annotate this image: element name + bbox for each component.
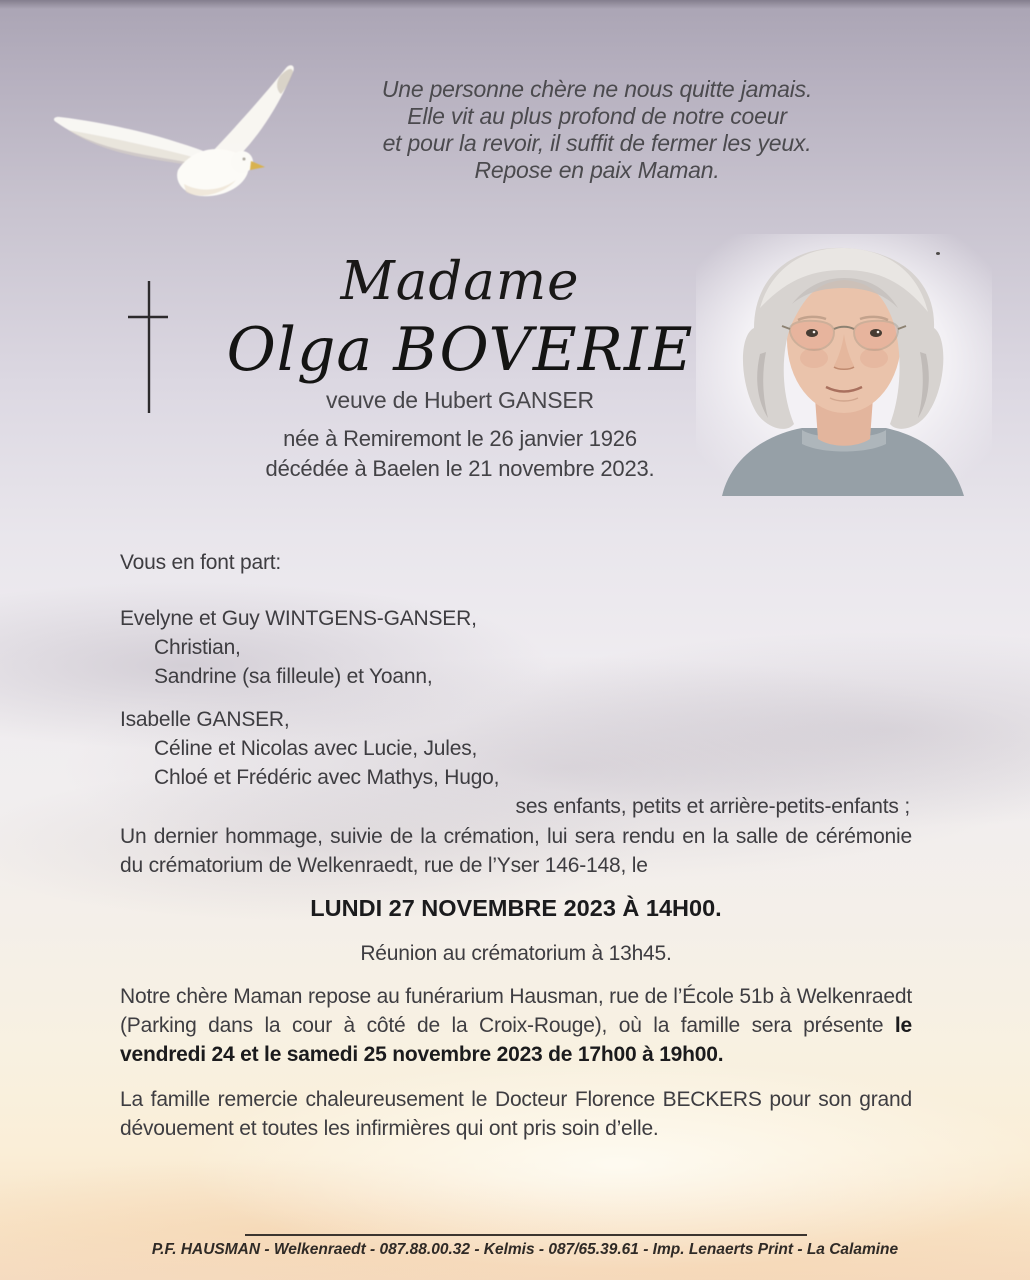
quote-line: Repose en paix Maman. [474,157,720,183]
family-group-2 [120,705,912,792]
quote-line: Elle vit au plus profond de notre coeur [407,103,787,129]
family-group-1 [120,604,912,691]
visitation-regular: Notre chère Maman repose au funérarium Hausman, rue de l’École 51b à Welkenraedt (Parking dans la cour à côté de la Croix-Rouge), où la famille sera présente [120,985,912,1037]
family-member: Isabelle GANSER, [120,708,290,731]
family-member: Evelyne et Guy WINTGENS-GANSER, [120,607,477,630]
quote-line: Une personne chère ne nous quitte jamais. [381,76,813,102]
family-intro: Vous en font part: [120,551,282,574]
scan-speck [936,252,940,255]
visitation-bold: le vendredi 24 et le samedi 25 novembre 2023 de 17h00 à 19h00. [120,1014,912,1066]
deceased-name: Olga BOVERIE [226,315,694,385]
deceased-header [120,250,800,484]
family-member: Chloé et Frédéric avec Mathys, Hugo, [154,766,500,789]
memorial-quote [287,76,907,184]
visitation-paragraph [120,982,912,1069]
ceremony-paragraph: Un dernier hommage, suivie de la crémation, lui sera rendu en la salle de cérémonie du crématorium de Welkenraedt, rue de l’Yser 146-148, le [120,825,912,877]
deceased-relation: veuve de Hubert GANSER [326,387,594,413]
scan-edge [0,0,1030,9]
family-member: Christian, [154,636,241,659]
ceremony-date-line: LUNDI 27 NOVEMBRE 2023 À 14H00. [310,895,722,921]
funeral-home-footer: P.F. HAUSMAN - Welkenraedt - 087.88.00.32 - Kelmis - 087/65.39.61 - Imp. Lenaerts Print - La Calamine [151,1241,899,1258]
family-member: Céline et Nicolas avec Lucie, Jules, [154,737,478,760]
deceased-title: Madame [340,251,580,312]
footer-divider [245,1234,807,1236]
family-member: Sandrine (sa filleule) et Yoann, [154,665,433,688]
thanks-paragraph: La famille remercie chaleureusement le Docteur Florence BECKERS pour son grand dévouement et toutes les infirmières qui ont pris soin d’elle. [120,1088,912,1140]
quote-line: et pour la revoir, il suffit de fermer les yeux. [382,130,812,156]
ceremony-meeting-line: Réunion au crématorium à 13h45. [360,942,672,965]
deceased-dates [120,424,800,484]
announcement-body [120,548,912,1143]
birth-line: née à Remiremont le 26 janvier 1926 [283,426,637,451]
family-closing: ses enfants, petits et arrière-petits-enfants ; [515,795,910,818]
dove-icon [28,42,313,222]
death-line: décédée à Baelen le 21 novembre 2023. [265,456,655,481]
